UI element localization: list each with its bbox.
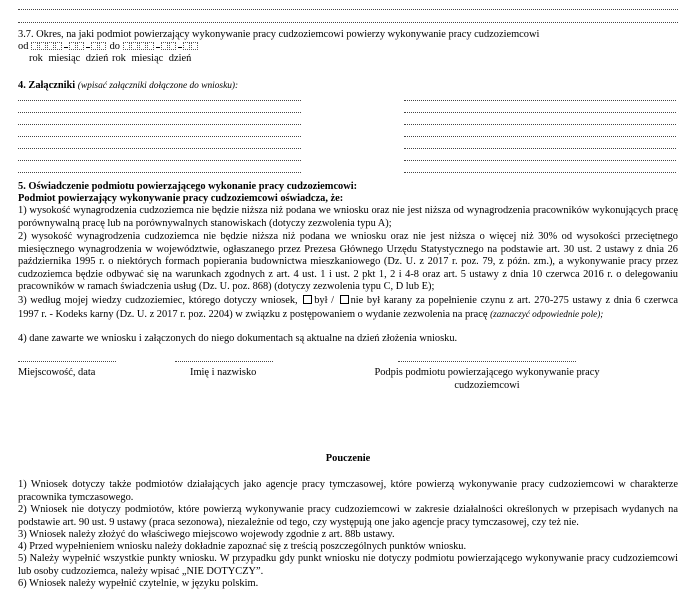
- was-convicted-checkbox[interactable]: [303, 295, 312, 304]
- attachment-line[interactable]: [404, 160, 676, 161]
- section-4-header: [18, 80, 238, 93]
- attachment-line[interactable]: [18, 172, 301, 173]
- section-3-7-text: 3.7. Okres, na jaki podmiot powierzający wykonywanie pracy cudzoziemcowi powierzy wykonywanie pracy cudzoziemcowi: [18, 29, 540, 40]
- statement-3-intro: 3) według mojej wiedzy cudzoziemiec, którego dotyczy wniosek,: [18, 295, 298, 306]
- section-5-title: 5. Oświadczenie podmiotu powierzającego wykonanie pracy cudzoziemcowi:: [18, 181, 358, 192]
- statement-3: [18, 295, 678, 321]
- statement-1: 1) wysokość wynagrodzenia cudzoziemca nie będzie niższa niż podana we wniosku oraz nie jest niższa od wynagrodzenia pracowników wykonujących pracę porównywalną pracę lub na porównywalnych stanowiskach (dotyczy zezwolenia typu A);: [18, 205, 678, 229]
- top-dotted-line-1: [18, 9, 678, 10]
- attachment-line[interactable]: [18, 100, 301, 101]
- signature-line[interactable]: [398, 361, 576, 362]
- pouczenie-item-1: 1) Wniosek dotyczy także podmiotów działających jako agencje pracy tymczasowej, które powierzą wykonywanie pracy cudzoziemcowi w charakterze pracownika tymczasowego.: [18, 479, 678, 503]
- was-not-convicted-checkbox[interactable]: [340, 295, 349, 304]
- attachment-line[interactable]: [18, 148, 301, 149]
- name-line[interactable]: [175, 361, 273, 362]
- signature-label: Podpis podmiotu powierzającego wykonywanie pracy cudzoziemcowi: [374, 367, 600, 391]
- attachment-line[interactable]: [18, 160, 301, 161]
- attachment-line[interactable]: [18, 124, 301, 125]
- from-date-labels: rok miesiąc dzień: [29, 53, 109, 64]
- pouczenie-item-6: 6) Wniosek należy wypełnić czytelnie, w języku polskim.: [18, 578, 259, 589]
- attachment-line[interactable]: [404, 124, 676, 125]
- pouczenie-title: Pouczenie: [325, 453, 371, 464]
- to-label: do: [109, 41, 120, 52]
- statement-3-note: (zaznaczyć odpowiednie pole);: [490, 308, 604, 319]
- statement-4: 4) dane zawarte we wniosku i załączonych do niego dokumentach są aktualne na dzień złożenia wniosku.: [18, 333, 458, 344]
- place-date-line[interactable]: [18, 361, 116, 362]
- statement-2: 2) wysokość wynagrodzenia cudzoziemca nie będzie niższa niż podana we wniosku oraz nie jest niższa o więcej niż 30% od wysokości przeciętnego miesięcznego wynagrodzenia w województwie, ogłaszanego przez Prezesa Głównego Urzędu Statystycznego na podstawie art. 30 ust. 2 ustawy z dnia 26 października 1995 r. o niektórych formach popierania budownictwa mieszkaniowego (Dz. U. z 2017 r. poz. 79, z późn. zm.), a wykonywanie pracy przez cudzoziemca będzie odbywać się na warunkach zgodnych z art. 4 ust. 1 i ust. 2 pkt 1, 2 i 4-8 oraz art. 5 ustawy z dnia 10 czerwca 2016 r. o delegowaniu pracowników w ramach świadczenia usług (Dz. U. poz. 868) (dotyczy zezwolenia typu C, D lub E);: [18, 231, 678, 293]
- from-label: od: [18, 41, 29, 52]
- section-4-title: 4. Załączniki: [18, 80, 76, 91]
- statement-3-body: nie był karany za popełnienie czynu z art. 270-275 ustawy z dnia 6 czerwca 1997 r. - Kodeks karny (Dz. U. z 2017 r. poz. 2204) w związku z postępowaniem o wydanie zezwolenia na pracę: [18, 295, 678, 320]
- to-date-labels: rok miesiąc dzień: [112, 53, 192, 64]
- pouczenie-item-5: 5) Należy wypełnić wszystkie punkty wniosku. W przypadku gdy punkt wniosku nie dotyczy podmiotu powierzającego wykonywanie pracy cudzoziemcowi lub osoby cudzoziemca, należy wpisać „NIE DOTYCZY”.: [18, 553, 678, 577]
- attachment-line[interactable]: [18, 112, 301, 113]
- was-convicted-label: był /: [314, 295, 334, 306]
- attachment-line[interactable]: [404, 136, 676, 137]
- name-label: Imię i nazwisko: [190, 367, 257, 378]
- attachment-line[interactable]: [404, 100, 676, 101]
- attachment-line[interactable]: [404, 112, 676, 113]
- pouczenie-item-4: 4) Przed wypełnieniem wniosku należy dokładnie zapoznać się z treścią poszczególnych punktów wniosku.: [18, 541, 467, 552]
- attachment-line[interactable]: [404, 172, 676, 173]
- pouczenie-item-2: 2) Wniosek nie dotyczy podmiotów, które powierzą wykonywanie pracy cudzoziemcowi w zakresie działalności określonych w przepisach wydanych na podstawie art. 90 ust. 9 ustawy (praca sezonowa), niezależnie od tego, czy występują one jako agencje pracy tymczasowej, czy też nie.: [18, 504, 678, 528]
- top-dotted-line-2: [18, 22, 678, 23]
- pouczenie-item-3: 3) Wniosek należy złożyć do właściwego miejscowo wojewody zgodnie z art. 88b ustawy.: [18, 529, 395, 540]
- section-5-subtitle: Podmiot powierzający wykonywanie pracy cudzoziemcowi oświadcza, że:: [18, 193, 344, 204]
- attachment-line[interactable]: [18, 136, 301, 137]
- attachment-line[interactable]: [404, 148, 676, 149]
- place-date-label: Miejscowość, data: [18, 367, 96, 378]
- section-4-subtitle: (wpisać załączniki dołączone do wniosku):: [77, 81, 239, 91]
